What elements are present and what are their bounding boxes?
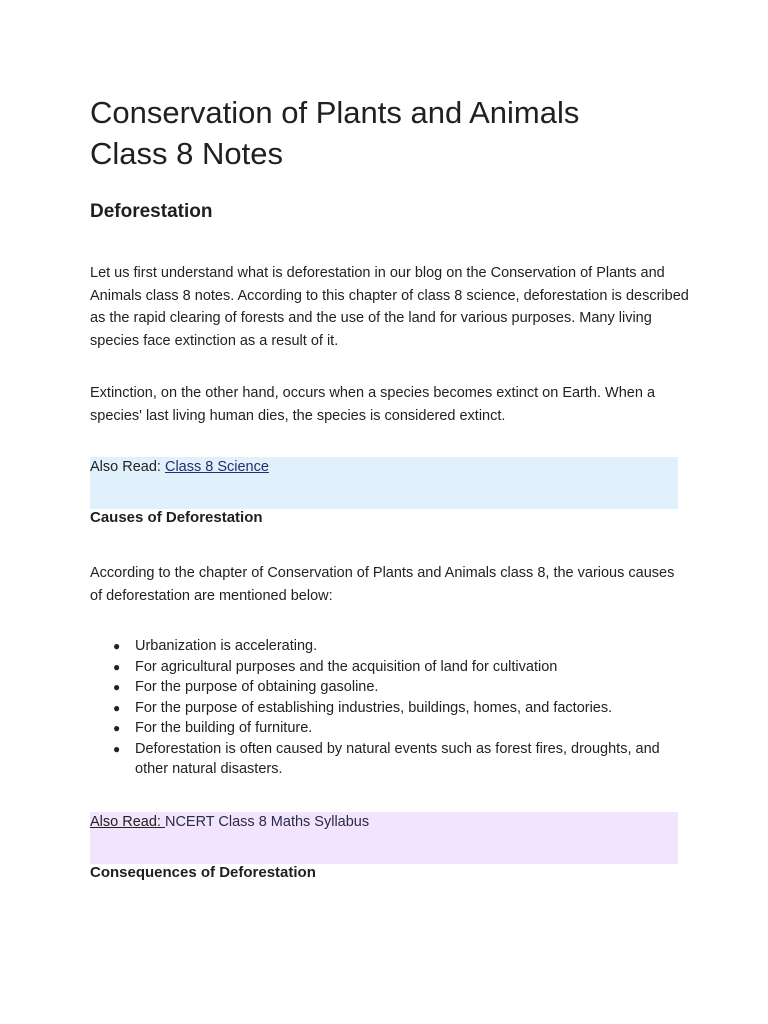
title-line-2: Class 8 Notes bbox=[90, 136, 283, 171]
bullet-icon: ● bbox=[113, 700, 121, 715]
bullet-icon: ● bbox=[113, 741, 121, 756]
class-8-science-link[interactable]: Class 8 Science bbox=[164, 459, 269, 475]
section-heading-deforestation: Deforestation bbox=[90, 201, 213, 222]
bullet-icon: ● bbox=[113, 659, 121, 674]
extinction-paragraph: Extinction, on the other hand, occurs when a species becomes extinct on Earth. When a species' last living human dies, the species is considered extinct. bbox=[90, 385, 656, 424]
bullet-icon: ● bbox=[113, 721, 121, 735]
also-read-prefix: Also Read: bbox=[90, 459, 165, 475]
list-item: ● For agricultural purposes and the acquisition of land for cultivation bbox=[90, 657, 680, 678]
list-item: ● For the purpose of obtaining gasoline. bbox=[90, 677, 680, 698]
also-read-prefix: Also Read: bbox=[90, 814, 165, 830]
page-title bbox=[90, 92, 690, 174]
list-item: ● Urbanization is accelerating. bbox=[90, 636, 680, 657]
causes-list bbox=[90, 636, 680, 780]
causes-intro-paragraph: According to the chapter of Conservation of Plants and Animals class 8, the various causes of deforestation are mentioned below: bbox=[90, 565, 675, 604]
title-line-1: Conservation of Plants and Animals bbox=[90, 95, 580, 130]
list-item: ● Deforestation is often caused by natural events such as forest fires, droughts, and other natural disasters. bbox=[113, 740, 660, 777]
list-item: ● For the purpose of establishing industries, buildings, homes, and factories. bbox=[90, 698, 680, 719]
bullet-icon: ● bbox=[113, 680, 121, 694]
ncert-maths-syllabus-link[interactable]: NCERT Class 8 Maths Syllabus bbox=[164, 814, 370, 830]
consequences-heading: Consequences of Deforestation bbox=[90, 864, 316, 881]
causes-heading: Causes of Deforestation bbox=[90, 509, 263, 526]
also-read-box-maths bbox=[90, 812, 678, 864]
also-read-box-science bbox=[90, 457, 678, 509]
intro-paragraph: Let us first understand what is deforestation in our blog on the Conservation of Plants and Animals class 8 notes. According to this chapter of class 8 science, deforestation is described as the rapid clearing of forests and the use of the land for various purposes. Many living species face extinction as a result of it. bbox=[90, 265, 689, 349]
list-item: ● For the building of furniture. bbox=[90, 718, 680, 739]
bullet-icon: ● bbox=[113, 639, 121, 653]
